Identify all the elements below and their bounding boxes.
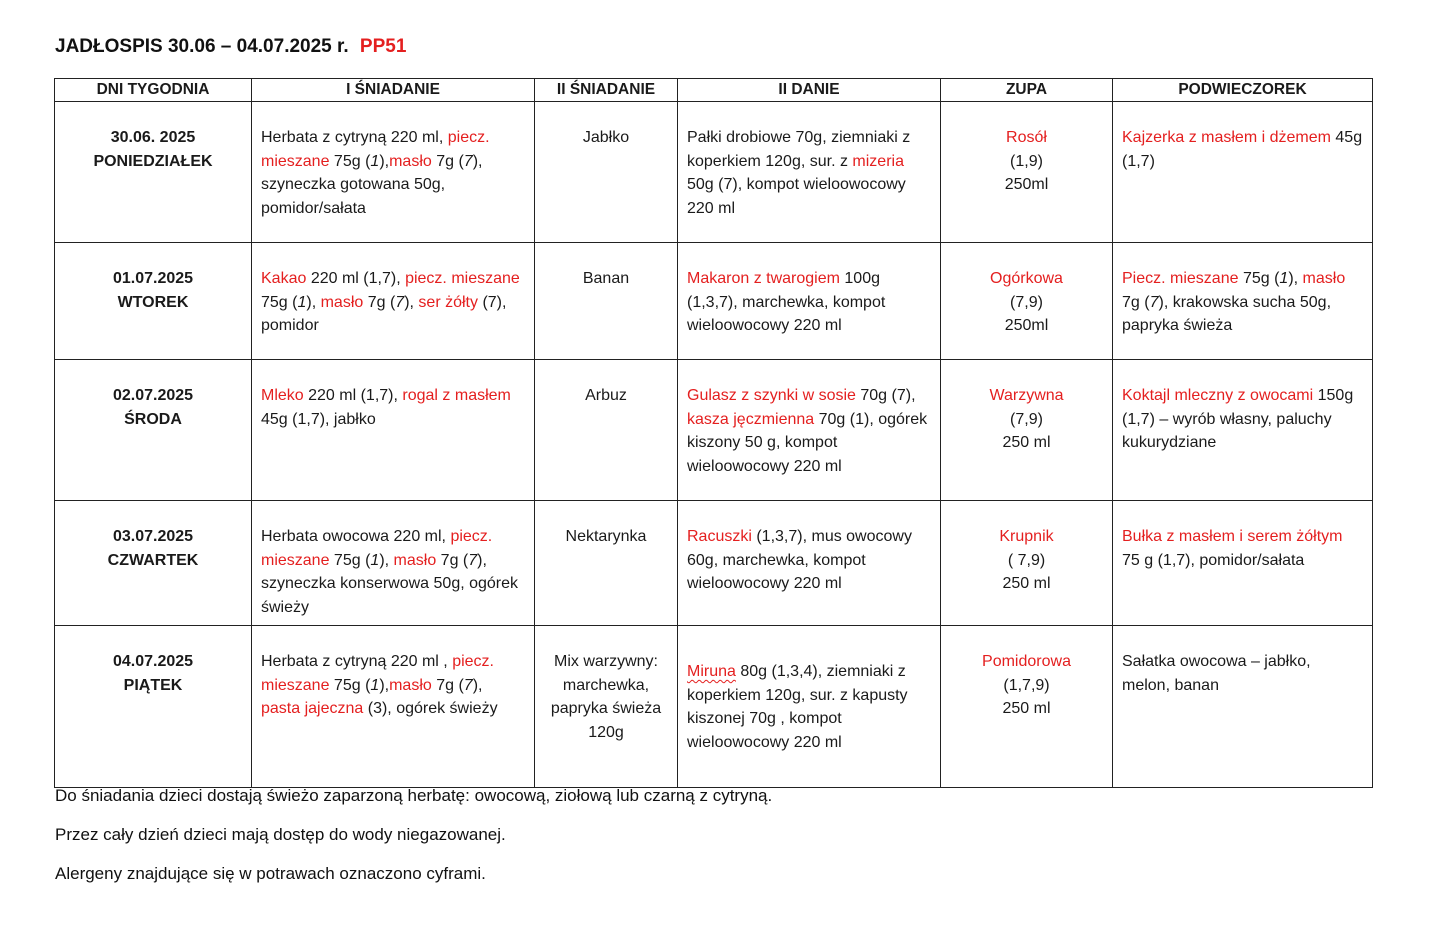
day-date: 30.06. 2025 bbox=[110, 129, 196, 146]
main-course-cell: Miruna 80g (1,3,4), ziemniaki z koperkiem 120g, sur. z kapusty kiszonej 70g , kompot wieloowocowy 220 ml bbox=[678, 626, 941, 788]
header-main-course: II DANIE bbox=[678, 79, 941, 102]
soup-portion: 250 ml bbox=[1002, 700, 1051, 717]
breakfast-2-cell: Jabłko bbox=[535, 102, 678, 243]
breakfast-1-cell: Mleko 220 ml (1,7), rogal z masłem 45g (1,7), jabłko bbox=[252, 360, 535, 501]
breakfast-1-cell: Kakao 220 ml (1,7), piecz. mieszane 75g (1), masło 7g (7), ser żółty (7), pomidor bbox=[252, 243, 535, 360]
header-soup: ZUPA bbox=[941, 79, 1113, 102]
note-allergens: Alergeny znajdujące się w potrawach oznaczono cyframi. bbox=[55, 864, 486, 883]
main-course-cell: Gulasz z szynki w sosie 70g (7), kasza jęczmienna 70g (1), ogórek kiszony 50 g, kompot wieloowocowy 220 ml bbox=[678, 360, 941, 501]
soup-portion: 250 ml bbox=[1002, 575, 1051, 592]
header-days: DNI TYGODNIA bbox=[55, 79, 252, 102]
header-breakfast-1: I ŚNIADANIE bbox=[252, 79, 535, 102]
main-course-cell: Racuszki (1,3,7), mus owocowy 60g, marchewka, kompot wieloowocowy 220 ml bbox=[678, 501, 941, 626]
breakfast-1-cell: Herbata z cytryną 220 ml, piecz. mieszane 75g (1),masło 7g (7), szyneczka gotowana 50g, pomidor/sałata bbox=[252, 102, 535, 243]
table-row bbox=[55, 243, 1373, 360]
soup-allergens: (7,9) bbox=[1010, 293, 1043, 311]
day-cell bbox=[55, 360, 252, 501]
soup-allergens: (1,9) bbox=[1010, 152, 1043, 170]
main-course-cell: Makaron z twarogiem 100g (1,3,7), marchewka, kompot wieloowocowy 220 ml bbox=[678, 243, 941, 360]
snack-cell: Koktajl mleczny z owocami 150g (1,7) – wyrób własny, paluchy kukurydziane bbox=[1113, 360, 1373, 501]
table-row bbox=[55, 360, 1373, 501]
header-breakfast-2: II ŚNIADANIE bbox=[535, 79, 678, 102]
day-weekday: WTOREK bbox=[117, 293, 189, 311]
breakfast-2-cell: Banan bbox=[535, 243, 678, 360]
day-date: 01.07.2025 bbox=[112, 270, 194, 287]
snack-cell: Kajzerka z masłem i dżemem 45g (1,7) bbox=[1113, 102, 1373, 243]
menu-table bbox=[54, 78, 1373, 788]
day-date: 02.07.2025 bbox=[112, 387, 194, 404]
soup-allergens: (1,7,9) bbox=[1003, 676, 1050, 694]
soup-allergens: ( 7,9) bbox=[1007, 551, 1046, 569]
table-row bbox=[55, 102, 1373, 243]
day-weekday: PONIEDZIAŁEK bbox=[93, 152, 213, 170]
header-row bbox=[55, 79, 1373, 102]
table-row bbox=[55, 501, 1373, 626]
soup-name: Ogórkowa bbox=[990, 270, 1063, 287]
day-cell bbox=[55, 243, 252, 360]
snack-cell: Sałatka owocowa – jabłko, melon, banan bbox=[1113, 626, 1373, 788]
soup-name: Krupnik bbox=[999, 528, 1054, 545]
breakfast-1-cell: Herbata owocowa 220 ml, piecz. mieszane 75g (1), masło 7g (7), szyneczka konserwowa 50g, ogórek świeży bbox=[252, 501, 535, 626]
soup-portion: 250ml bbox=[1004, 176, 1049, 193]
day-weekday: PIĄTEK bbox=[123, 676, 183, 694]
breakfast-1-cell: Herbata z cytryną 220 ml , piecz. mieszane 75g (1),masło 7g (7), pasta jajeczna (3), ogórek świeży bbox=[252, 626, 535, 788]
day-cell bbox=[55, 501, 252, 626]
page-title bbox=[55, 36, 406, 58]
day-weekday: CZWARTEK bbox=[107, 551, 199, 569]
day-date: 03.07.2025 bbox=[112, 528, 194, 545]
soup-cell bbox=[941, 626, 1113, 788]
menu-code: PP51 bbox=[359, 36, 407, 57]
breakfast-2-cell: Nektarynka bbox=[535, 501, 678, 626]
note-tea: Do śniadania dzieci dostają świeżo zaparzoną herbatę: owocową, ziołową lub czarną z cytryną. bbox=[55, 786, 773, 805]
day-cell bbox=[55, 626, 252, 788]
snack-cell: Bułka z masłem i serem żółtym 75 g (1,7), pomidor/sałata bbox=[1113, 501, 1373, 626]
soup-cell bbox=[941, 102, 1113, 243]
snack-cell: Piecz. mieszane 75g (1), masło 7g (7), krakowska sucha 50g, papryka świeża bbox=[1113, 243, 1373, 360]
day-date: 04.07.2025 bbox=[112, 653, 194, 670]
soup-cell bbox=[941, 243, 1113, 360]
table-row bbox=[55, 626, 1373, 788]
title-text: JADŁOSPIS 30.06 – 04.07.2025 r. bbox=[55, 36, 349, 57]
notes bbox=[55, 784, 772, 901]
day-weekday: ŚRODA bbox=[124, 410, 182, 428]
soup-allergens: (7,9) bbox=[1010, 410, 1043, 428]
soup-name: Pomidorowa bbox=[982, 653, 1071, 670]
day-cell bbox=[55, 102, 252, 243]
breakfast-2-cell: Mix warzywny: marchewka, papryka świeża 120g bbox=[535, 626, 678, 788]
soup-name: Rosół bbox=[1006, 129, 1047, 146]
soup-cell bbox=[941, 501, 1113, 626]
breakfast-2-cell: Arbuz bbox=[535, 360, 678, 501]
soup-name: Warzywna bbox=[989, 387, 1064, 404]
soup-cell bbox=[941, 360, 1113, 501]
note-water: Przez cały dzień dzieci mają dostęp do wody niegazowanej. bbox=[55, 825, 506, 844]
main-course-cell: Pałki drobiowe 70g, ziemniaki z koperkiem 120g, sur. z mizeria 50g (7), kompot wieloowocowy 220 ml bbox=[678, 102, 941, 243]
soup-portion: 250ml bbox=[1004, 317, 1049, 334]
header-snack: PODWIECZOREK bbox=[1113, 79, 1373, 102]
soup-portion: 250 ml bbox=[1002, 434, 1051, 451]
